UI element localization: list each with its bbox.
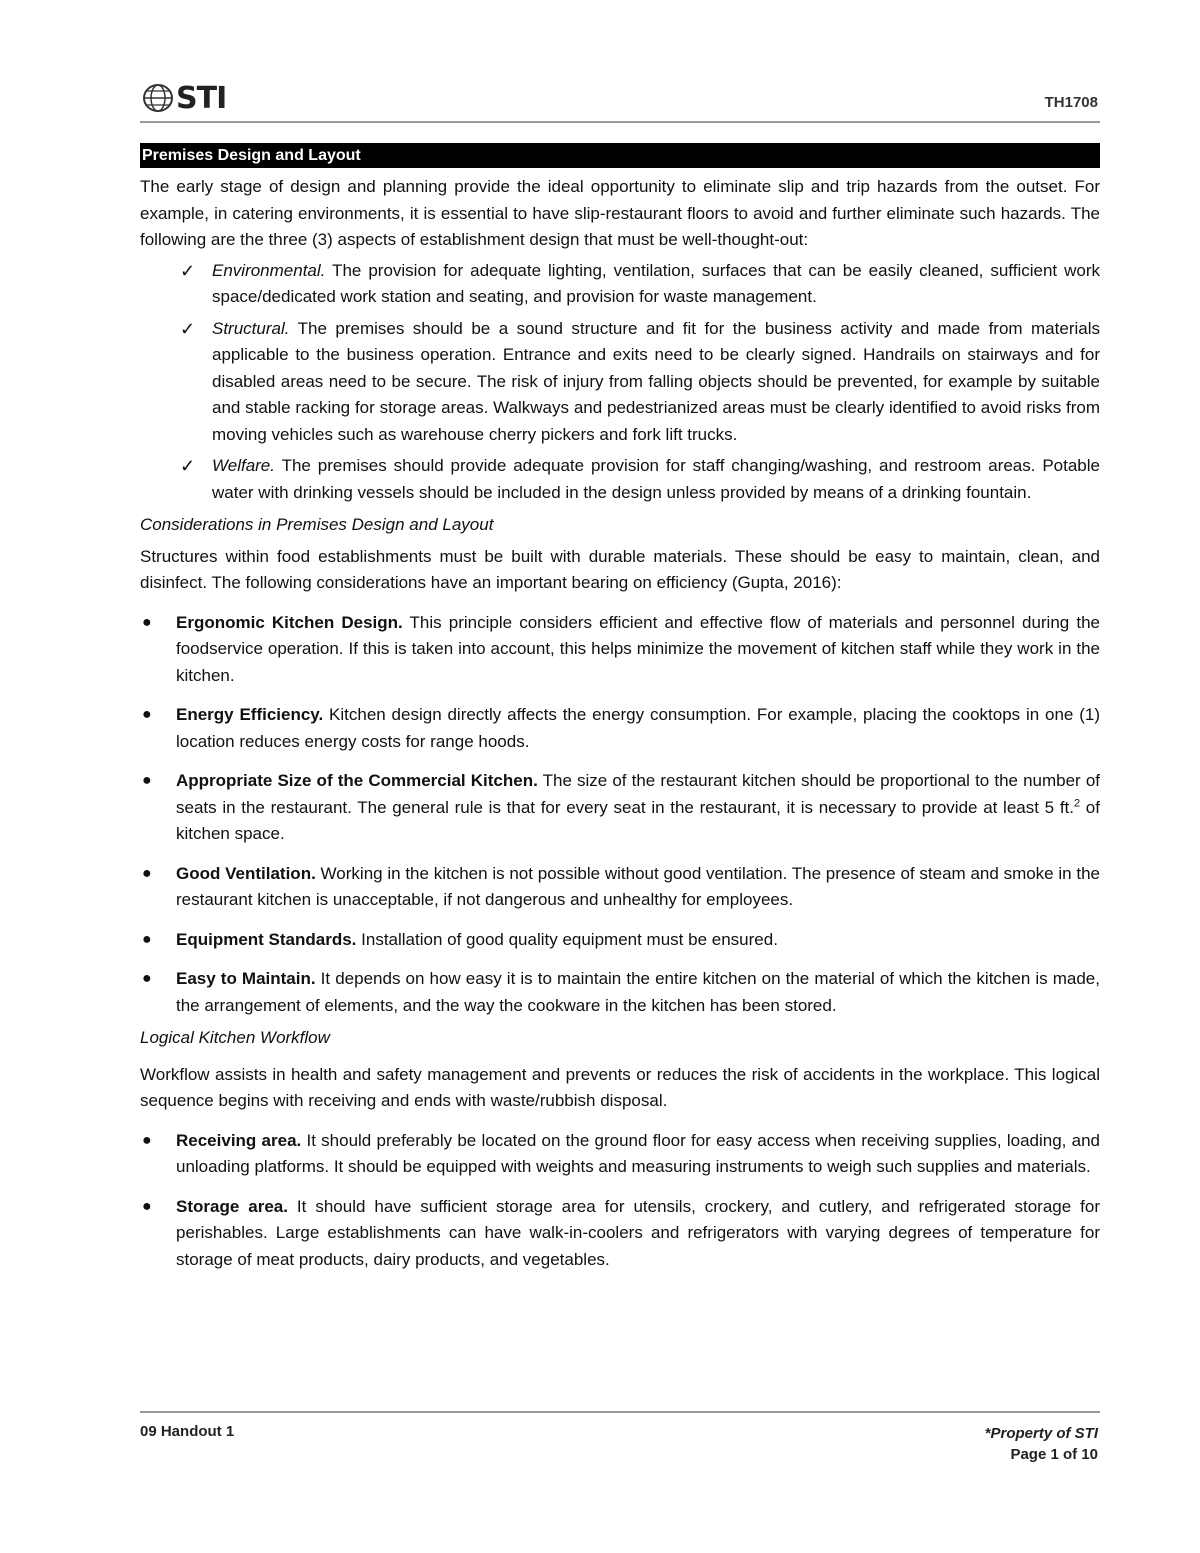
section-intro: The early stage of design and planning provide the ideal opportunity to eliminate slip and trip hazards from the outset. For example, in catering environments, it is essential to have slip-restaurant floors to avoid and further eliminate such hazards. The following are the three (3) aspects of establishment design that must be well-thought-out: [140, 177, 1100, 249]
checkmark-icon: ✓ [180, 318, 196, 339]
bullet-icon: ● [142, 613, 152, 631]
list-item [140, 966, 1100, 1019]
aspect-text: The premises should be a sound structure and fit for the business activity and made from materials applicable to the business operation. Entrance and exits need to be clearly signed. Handrails on stairways and for disabled areas need to be secure. The risk of injury from falling objects should be prevented, for example by suitable and stable racking for storage areas. Walkways and pedestrianized areas must be clearly identified to avoid risks from moving vehicles such as warehouse cherry pickers and fork lift trucks. [212, 318, 1100, 444]
aspect-term: Welfare. [212, 456, 275, 475]
considerations-heading: Considerations in Premises Design and Layout [140, 515, 494, 534]
bullet-icon: ● [142, 772, 152, 789]
item-term: Equipment Standards. [176, 929, 357, 949]
superscript: 2 [1073, 796, 1081, 809]
list-item [140, 610, 1100, 690]
list-item [140, 258, 1100, 311]
item-term: Receiving area. [176, 1130, 302, 1150]
list-item [140, 453, 1100, 506]
bullet-icon: ● [142, 706, 152, 723]
bullet-icon: ● [142, 1197, 152, 1215]
footer-divider [140, 1411, 1100, 1413]
list-item [140, 768, 1100, 848]
aspect-text: The premises should provide adequate provision for staff changing/washing, and restroom areas. Potable water with drinking vessels should be included in the design unless provided by means of a drinking fountain. [212, 456, 1100, 502]
item-term: Ergonomic Kitchen Design. [176, 612, 403, 632]
list-item [140, 702, 1100, 755]
aspect-term: Structural. [212, 318, 290, 338]
bullet-icon: ● [142, 864, 152, 882]
aspect-text: The provision for adequate lighting, ventilation, surfaces that can be easily cleaned, sufficient work space/dedicated work station and seating, and provision for waste management. [212, 260, 1100, 306]
considerations-list [140, 610, 1100, 1020]
aspect-term: Environmental. [212, 260, 326, 280]
property-label: *Property of STI [984, 1425, 1098, 1442]
handout-label: 09 Handout 1 [140, 1423, 235, 1440]
footer-info [985, 1423, 1098, 1465]
item-text: It depends on how easy it is to maintain the entire kitchen on the material of which the kitchen is made, the arrangement of elements, and the way the cookware in the kitchen has been stored. [176, 969, 1100, 1015]
list-item [140, 316, 1100, 449]
item-term: Storage area. [176, 1196, 288, 1216]
item-text: This principle considers efficient and effective flow of materials and personnel during the foodservice operation. If this is taken into account, this helps minimize the movement of kitchen staff while they work in the kitchen. [176, 612, 1100, 685]
item-text: The size of the restaurant kitchen should be proportional to the number of seats in the restaurant. The general rule is that for every seat in the restaurant, it is necessary to provide at least 5 ft. [176, 771, 1101, 817]
item-text: It should preferably be located on the ground floor for easy access when receiving supplies, loading, and unloading platforms. It should be equipped with weights and measuring instruments to weigh such supplies and materials. [176, 1130, 1100, 1176]
item-term: Appropriate Size of the Commercial Kitchen. [176, 771, 538, 790]
list-item [140, 1128, 1100, 1181]
section-title: Premises Design and Layout [140, 143, 1100, 168]
workflow-intro: Workflow assists in health and safety management and prevents or reduces the risk of accidents in the workplace. This logical sequence begins with receiving and ends with waste/rubbish disposal. [140, 1064, 1100, 1110]
item-text: Working in the kitchen is not possible without good ventilation. The presence of steam and smoke in the restaurant kitchen is unacceptable, if not dangerous and unhealthy for employees. [176, 863, 1100, 909]
item-text: It should have sufficient storage area for utensils, crockery, and cutlery, and refrigerated storage for perishables. Large establishments can have walk-in-coolers and refrigerators with varying degrees of temperature for storage of meat products, dairy products, and vegetables. [176, 1196, 1100, 1269]
item-text-tail: of kitchen space. [176, 797, 1100, 843]
checkmark-icon: ✓ [180, 260, 196, 281]
bullet-icon: ● [142, 1131, 152, 1149]
document-code: TH1708 [1044, 94, 1098, 111]
item-term: Energy Efficiency. [176, 705, 324, 724]
considerations-intro: Structures within food establishments must be built with durable materials. These should be easy to maintain, clean, and disinfect. The following considerations have an important bearing on efficiency (Gupta, 2016): [140, 546, 1100, 592]
page-number: Page 1 of 10 [1010, 1446, 1098, 1463]
item-term: Easy to Maintain. [176, 969, 316, 988]
aspects-list [140, 258, 1100, 507]
item-term: Good Ventilation. [176, 863, 316, 883]
workflow-list [140, 1128, 1100, 1274]
item-text: Kitchen design directly affects the energy consumption. For example, placing the cooktops in one (1) location reduces energy costs for range hoods. [176, 705, 1100, 751]
list-item [140, 927, 1100, 954]
logo-text: STI [176, 80, 227, 116]
sti-logo [142, 80, 226, 116]
bullet-icon: ● [142, 930, 152, 948]
header-divider [140, 121, 1100, 123]
bullet-icon: ● [142, 970, 152, 987]
checkmark-icon: ✓ [180, 456, 196, 476]
workflow-heading: Logical Kitchen Workflow [140, 1028, 330, 1047]
globe-icon [142, 83, 174, 113]
document-body [140, 174, 1100, 1286]
list-item [140, 1194, 1100, 1274]
list-item [140, 861, 1100, 914]
item-text: Installation of good quality equipment must be ensured. [356, 929, 778, 949]
